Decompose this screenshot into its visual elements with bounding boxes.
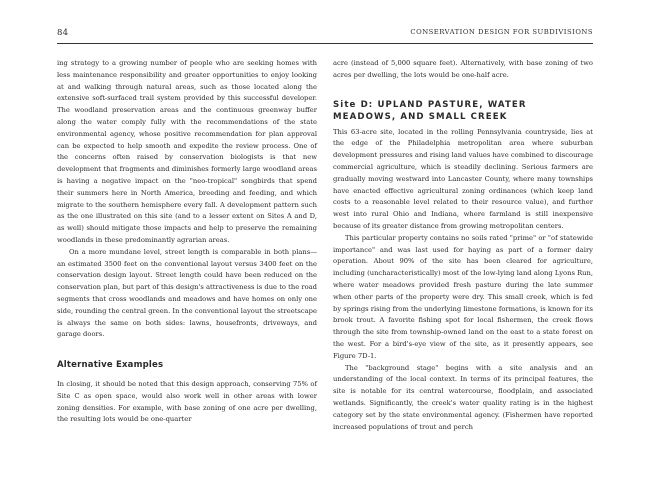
header-rule xyxy=(57,43,593,44)
right-column xyxy=(333,58,593,433)
body-paragraph: ing strategy to a growing number of people who are seeking homes with less maintenance responsibility and greater opportunities to enjoy looking at and walking through natural areas, such as those located along the extensive soft-surfaced trail system provided by this successful developer. The woodland preservation areas and the continuous greenway buffer along the water comply fully with the recommendations of the state environmental agency, whose positive recommendation for plan approval can be expected to help smooth and expedite the review process. One of the concerns often raised by conservation biologists is that new development that fragments and diminishes formerly large woodland areas is having a negative impact on the "neo-tropical" songbirds that spend their summers here in North America, breeding and feeding, and which migrate to the southern hemisphere every fall. A development pattern such as the one illustrated on this site (and to a lesser extent on Sites A and D, as well) should mitigate those impacts and help to preserve the remaining woodlands in these predominantly agrarian areas. xyxy=(57,59,317,244)
left-column xyxy=(57,58,317,426)
site-heading-prefix: Site D: xyxy=(333,99,378,110)
site-d-heading xyxy=(333,99,593,123)
section-heading: Alternative Examples xyxy=(57,360,164,371)
body-paragraph: The "background stage" begins with a site analysis and an understanding of the local context. In terms of its principal features, the site is notable for its central watercourse, floodplain, and associated wetlands. Significantly, the creek's water quality rating is in the highest category set by the state environmental agency. (Fishermen have reported increased populations of trout and perch xyxy=(333,363,593,431)
body-paragraph: This particular property contains no soils rated "prime" or "of statewide importance" and was last used for haying as part of a former dairy operation. About 90% of the site has been cleared for agriculture, including (uncharacteristically) most of the low-lying land along Lyons Run, where water meadows provided fresh pasture during the late summer when other parts of the property were dry. This small creek, which is fed by springs rising from the underlying limestone formations, is known for its brook trout. A favorite fishing spot for local fishermen, the creek flows through the site from township-owned land on the east to a state forest on the west. For a bird's-eye view of the site, as it presently appears, see Figure 7D-1. xyxy=(333,233,593,360)
site-heading-line2: MEADOWS, AND SMALL CREEK xyxy=(333,111,508,122)
body-paragraph: On a more mundane level, street length is comparable in both plans—an estimated 3500 feet on the conventional layout versus 3400 feet on the conservation design layout. Street length could have been reduced on the conservation plan, but part of this design's attractiveness is due to the road segments that cross woodlands and meadows and have homes on only one side, rounding the central green. In the conventional layout the streetscape is always the same on both sides: lawns, housefronts, driveways, and garage doors. xyxy=(57,247,317,339)
page-number: 84 xyxy=(57,28,69,38)
body-paragraph: This 63-acre site, located in the rolling Pennsylvania countryside, lies at the edge of the Philadelphia metropolitan area where suburban development pressures and rising land values have combined to discourage commercial agriculture, which is steadily declining. Serious farmers are gradually moving westward into Lancaster County, where many townships have enacted effective agricultural zoning ordinances (which keep land costs to a reasonable level related to their resource value), and further west into rural Ohio and Indiana, where farmland is still inexpensive because of its greater distance from growing metropolitan centers. xyxy=(333,127,594,230)
body-paragraph: In closing, it should be noted that this design approach, conserving 75% of Site C as open space, would also work well in other areas with lower zoning densities. For example, with base zoning of one acre per dwelling, the resulting lots would be one-quarter xyxy=(57,379,317,424)
body-paragraph: acre (instead of 5,000 square feet). Alternatively, with base zoning of two acres per dwelling, the lots would be one-half acre. xyxy=(333,59,593,79)
running-head: CONSERVATION DESIGN FOR SUBDIVISIONS xyxy=(410,28,593,36)
site-heading-line1: UPLAND PASTURE, WATER xyxy=(377,99,527,110)
